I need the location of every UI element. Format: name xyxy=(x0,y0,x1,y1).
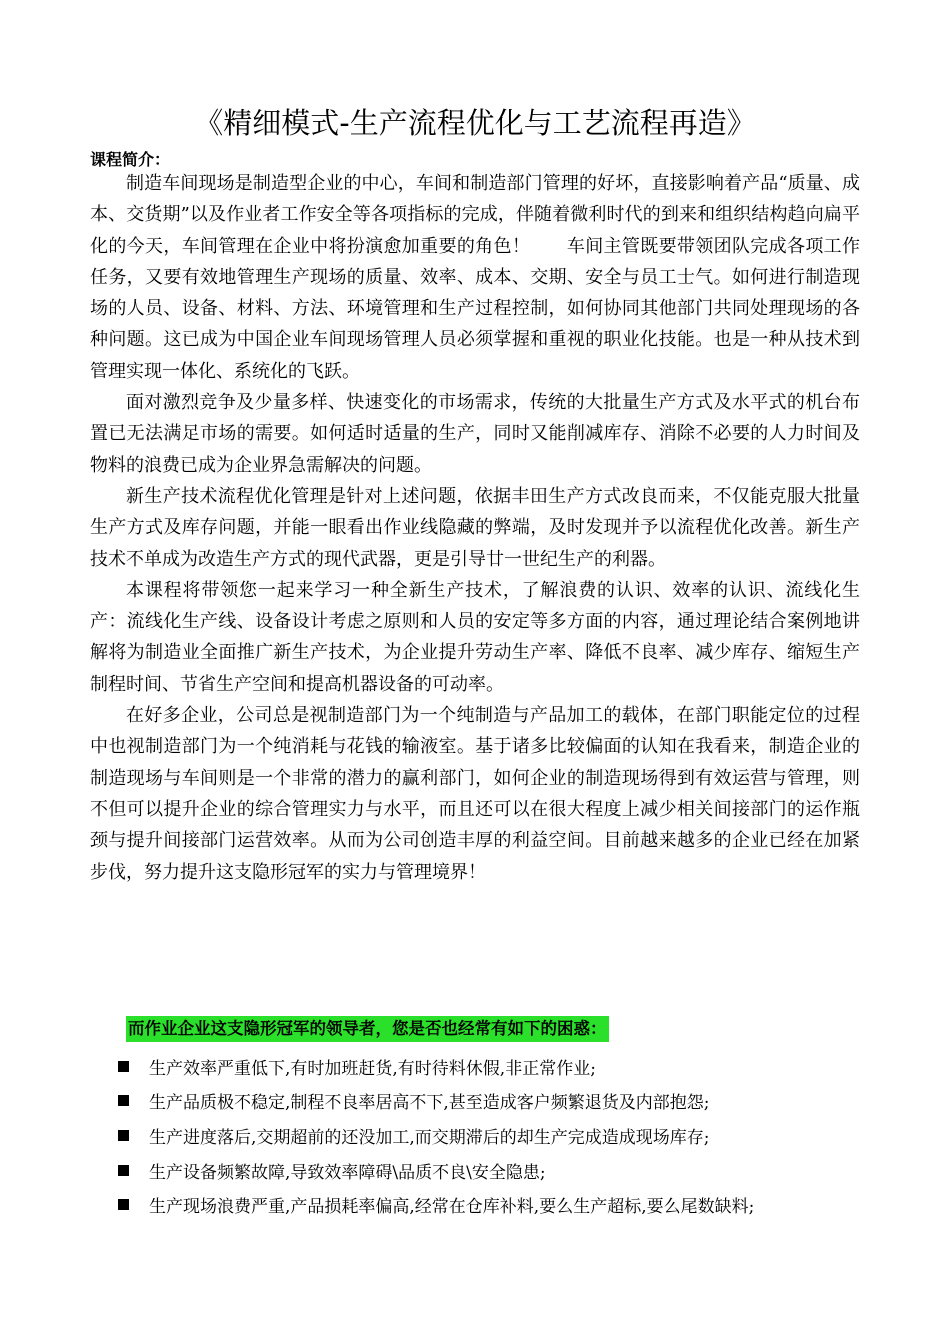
intro-paragraph-5: 在好多企业，公司总是视制造部门为一个纯制造与产品加工的载体，在部门职能定位的过程中也视制造部门为一个纯消耗与花钱的输液室。基于诸多比较偏面的认知在我看来，制造企业的制造现场与车间则是一个非常的潜力的赢利部门，如何企业的制造现场得到有效运营与管理，则不但可以提升企业的综合管理实力与水平，而且还可以在很大程度上减少相关间接部门的运作瓶颈与提升间接部门运营效率。从而为公司创造丰厚的利益空间。目前越来越多的企业已经在加紧步伐，努力提升这支隐形冠军的实力与管理境界！ xyxy=(90,705,860,883)
list-item-text: 生产设备频繁故障,导致效率障碍\品质不良\安全隐患; xyxy=(149,1162,546,1183)
black-square-icon xyxy=(118,1199,129,1210)
intro-paragraph-4: 本课程将带领您一起来学习一种全新生产技术，了解浪费的认识、效率的认识、流线化生产：流线化生产线、设备设计考虑之原则和人员的安定等多方面的内容，通过理论结合案例地讲解将为制造业全面推广新生产技术，为企业提升劳动生产率、降低不良率、减少库存、缩短生产制程时间、节省生产空间和提高机器设备的可动率。 xyxy=(90,579,860,695)
course-intro-label: 课程简介： xyxy=(90,150,171,169)
problem-list xyxy=(118,1049,754,1222)
black-square-icon xyxy=(118,1095,129,1106)
black-square-icon xyxy=(118,1165,129,1176)
intro-paragraph-1: 制造车间现场是制造型企业的中心，车间和制造部门管理的好坏，直接影响着产品“质量、成本、交货期”以及作业者工作安全等各项指标的完成，伴随着微利时代的到来和组织结构趋向扁平化的今天，车间管理在企业中将扮演愈加重要的角色！ 车间主管既要带领团队完成各项工作任务，又要有效地管理生产现场的质量、效率、成本、交期、安全与员工士气。如何进行制造现场的人员、设备、材料、方法、环境管理和生产过程控制，如何协同其他部门共同处理现场的各种问题。这已成为中国企业车间现场管理人员必须掌握和重视的职业化技能。也是一种从技术到管理实现一体化、系统化的飞跃。 xyxy=(90,173,860,382)
document-title: 《精细模式-生产流程优化与工艺流程再造》 xyxy=(194,106,756,140)
list-item-text: 生产品质极不稳定,制程不良率居高不下,甚至造成客户频繁退货及内部抱怨; xyxy=(149,1093,710,1114)
list-item xyxy=(118,1187,754,1222)
highlighted-question-line xyxy=(126,1016,609,1042)
list-item xyxy=(118,1118,754,1153)
list-item xyxy=(118,1084,754,1119)
list-item-text: 生产现场浪费严重,产品损耗率偏高,经常在仓库补料,要么生产超标,要么尾数缺料; xyxy=(149,1197,755,1218)
list-item-text: 生产进度落后,交期超前的还没加工,而交期滞后的却生产完成造成现场库存; xyxy=(149,1127,710,1148)
highlighted-question: 而作业企业这支隐形冠军的领导者，您是否也经常有如下的困惑： xyxy=(126,1016,609,1042)
intro-paragraph-2: 面对激烈竞争及少量多样、快速变化的市场需求，传统的大批量生产方式及水平式的机台布置已无法满足市场的需要。如何适时适量的生产，同时又能削减库存、消除不必要的人力时间及物料的浪费已成为企业界急需解决的问题。 xyxy=(90,392,860,476)
intro-paragraph-3: 新生产技术流程优化管理是针对上述问题，依据丰田生产方式改良而来，不仅能克服大批量生产方式及库存问题，并能一眼看出作业线隐藏的弊端，及时发现并予以流程优化改善。新生产技术不单成为改造生产方式的现代武器，更是引导廿一世纪生产的利器。 xyxy=(90,485,860,570)
list-item-text: 生产效率严重低下,有时加班赶货,有时待料休假,非正常作业; xyxy=(149,1058,596,1079)
list-item xyxy=(118,1153,754,1188)
black-square-icon xyxy=(118,1130,129,1141)
list-item xyxy=(118,1049,754,1084)
black-square-icon xyxy=(118,1061,129,1072)
course-intro-body xyxy=(90,168,860,888)
